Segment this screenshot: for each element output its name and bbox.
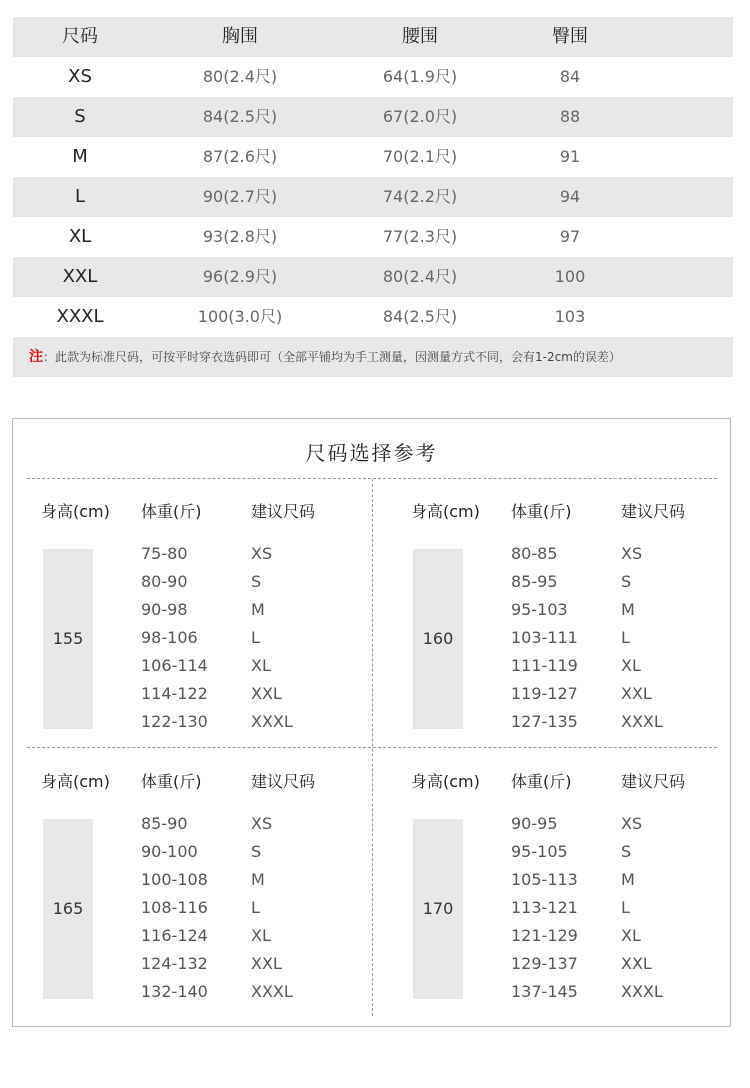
- recommended-size: XXXL: [251, 712, 293, 731]
- table-row: [13, 57, 733, 97]
- recommended-size: XXL: [251, 954, 282, 973]
- size-header: 建议尺码: [621, 502, 686, 521]
- height-value: 165: [43, 819, 93, 999]
- chest-cell: 93(2.8尺): [202, 227, 278, 246]
- recommended-size: S: [251, 842, 262, 861]
- height-header: 身高(cm): [411, 502, 480, 521]
- weight-header: 体重(斤): [141, 502, 202, 521]
- hip-cell: 91: [559, 147, 581, 166]
- size-cell: XXXL: [56, 306, 104, 327]
- weight-header: 体重(斤): [141, 772, 202, 791]
- table-row: [13, 297, 733, 337]
- weight-range: 132-140: [141, 982, 208, 1001]
- hip-cell: 100: [554, 267, 586, 286]
- chest-cell: 96(2.9尺): [202, 267, 278, 286]
- weight-range: 113-121: [511, 898, 578, 917]
- size-cell: L: [74, 186, 86, 207]
- divider: [372, 479, 373, 1016]
- waist-cell: 77(2.3尺): [382, 227, 458, 246]
- recommended-size: M: [621, 870, 635, 889]
- waist-cell: 84(2.5尺): [382, 307, 458, 326]
- table-row: [13, 177, 733, 217]
- waist-cell: 74(2.2尺): [382, 187, 458, 206]
- recommended-size: XS: [251, 814, 273, 833]
- note-label: 注: [29, 349, 43, 365]
- weight-range: 90-98: [141, 600, 188, 619]
- chest-cell: 87(2.6尺): [202, 147, 278, 166]
- chest-cell: 100(3.0尺): [197, 307, 283, 326]
- recommended-size: L: [251, 628, 260, 647]
- table-row: [13, 97, 733, 137]
- reference-group-165: [25, 769, 370, 1039]
- hip-cell: 97: [559, 227, 581, 246]
- weight-range: 119-127: [511, 684, 578, 703]
- hip-cell: 84: [559, 67, 581, 86]
- size-cell: S: [74, 106, 86, 127]
- weight-range: 127-135: [511, 712, 578, 731]
- height-header: 身高(cm): [411, 772, 480, 791]
- weight-range: 116-124: [141, 926, 208, 945]
- height-header: 身高(cm): [41, 772, 110, 791]
- hip-cell: 103: [554, 307, 586, 326]
- table-row: [13, 217, 733, 257]
- chest-cell: 84(2.5尺): [202, 107, 278, 126]
- recommended-size: XXL: [621, 684, 652, 703]
- recommended-size: XL: [251, 926, 271, 945]
- weight-range: 95-105: [511, 842, 568, 861]
- hip-cell: 94: [559, 187, 581, 206]
- recommended-size: XXL: [621, 954, 652, 973]
- waist-cell: 80(2.4尺): [382, 267, 458, 286]
- recommended-size: XXXL: [621, 982, 663, 1001]
- reference-group-170: [395, 769, 740, 1039]
- waist-cell: 70(2.1尺): [382, 147, 458, 166]
- weight-header: 体重(斤): [511, 502, 572, 521]
- reference-title: 尺码选择参考: [305, 441, 438, 465]
- table-row: [13, 137, 733, 177]
- height-header: 身高(cm): [41, 502, 110, 521]
- recommended-size: XS: [621, 544, 643, 563]
- table-header-row: [13, 17, 733, 57]
- weight-range: 90-100: [141, 842, 198, 861]
- chest-cell: 80(2.4尺): [202, 67, 278, 86]
- size-header: 建议尺码: [251, 772, 316, 791]
- weight-range: 121-129: [511, 926, 578, 945]
- weight-range: 129-137: [511, 954, 578, 973]
- recommended-size: XXXL: [251, 982, 293, 1001]
- weight-header: 体重(斤): [511, 772, 572, 791]
- recommended-size: L: [251, 898, 260, 917]
- weight-range: 90-95: [511, 814, 558, 833]
- weight-range: 85-95: [511, 572, 558, 591]
- weight-range: 95-103: [511, 600, 568, 619]
- recommended-size: L: [621, 898, 630, 917]
- weight-range: 85-90: [141, 814, 188, 833]
- recommended-size: XS: [621, 814, 643, 833]
- size-header: 建议尺码: [621, 772, 686, 791]
- reference-group-160: [395, 499, 740, 769]
- recommended-size: S: [621, 842, 632, 861]
- note-text: ：此款为标准尺码，可按平时穿衣选码即可（全部平铺均为手工测量，因测量方式不同，会有1-2cm的误差）: [43, 350, 621, 364]
- measurement-note: [13, 337, 733, 377]
- recommended-size: M: [251, 870, 265, 889]
- height-value: 155: [43, 549, 93, 729]
- reference-group-155: [25, 499, 370, 769]
- header-hip: 臀围: [552, 26, 588, 47]
- recommended-size: L: [621, 628, 630, 647]
- recommended-size: XL: [621, 656, 641, 675]
- recommended-size: XL: [251, 656, 271, 675]
- recommended-size: S: [621, 572, 632, 591]
- size-reference-panel: [12, 418, 731, 1027]
- size-cell: XL: [68, 226, 92, 247]
- recommended-size: XL: [621, 926, 641, 945]
- header-chest: 胸围: [222, 26, 258, 47]
- waist-cell: 67(2.0尺): [382, 107, 458, 126]
- weight-range: 105-113: [511, 870, 578, 889]
- size-cell: XXL: [62, 266, 98, 287]
- header-size: 尺码: [62, 26, 98, 47]
- height-value: 170: [413, 819, 463, 999]
- weight-range: 75-80: [141, 544, 188, 563]
- size-cell: XS: [68, 66, 92, 87]
- size-cell: M: [72, 146, 88, 167]
- recommended-size: XS: [251, 544, 273, 563]
- size-table: [13, 17, 733, 377]
- recommended-size: XXXL: [621, 712, 663, 731]
- weight-range: 103-111: [511, 628, 578, 647]
- weight-range: 80-90: [141, 572, 188, 591]
- weight-range: 124-132: [141, 954, 208, 973]
- recommended-size: XXL: [251, 684, 282, 703]
- weight-range: 111-119: [511, 656, 578, 675]
- weight-range: 100-108: [141, 870, 208, 889]
- chest-cell: 90(2.7尺): [202, 187, 278, 206]
- weight-range: 114-122: [141, 684, 208, 703]
- size-header: 建议尺码: [251, 502, 316, 521]
- weight-range: 137-145: [511, 982, 578, 1001]
- waist-cell: 64(1.9尺): [382, 67, 458, 86]
- recommended-size: M: [621, 600, 635, 619]
- weight-range: 108-116: [141, 898, 208, 917]
- hip-cell: 88: [559, 107, 581, 126]
- recommended-size: M: [251, 600, 265, 619]
- height-value: 160: [413, 549, 463, 729]
- weight-range: 122-130: [141, 712, 208, 731]
- weight-range: 98-106: [141, 628, 198, 647]
- header-waist: 腰围: [402, 26, 438, 47]
- weight-range: 106-114: [141, 656, 208, 675]
- table-row: [13, 257, 733, 297]
- weight-range: 80-85: [511, 544, 558, 563]
- recommended-size: S: [251, 572, 262, 591]
